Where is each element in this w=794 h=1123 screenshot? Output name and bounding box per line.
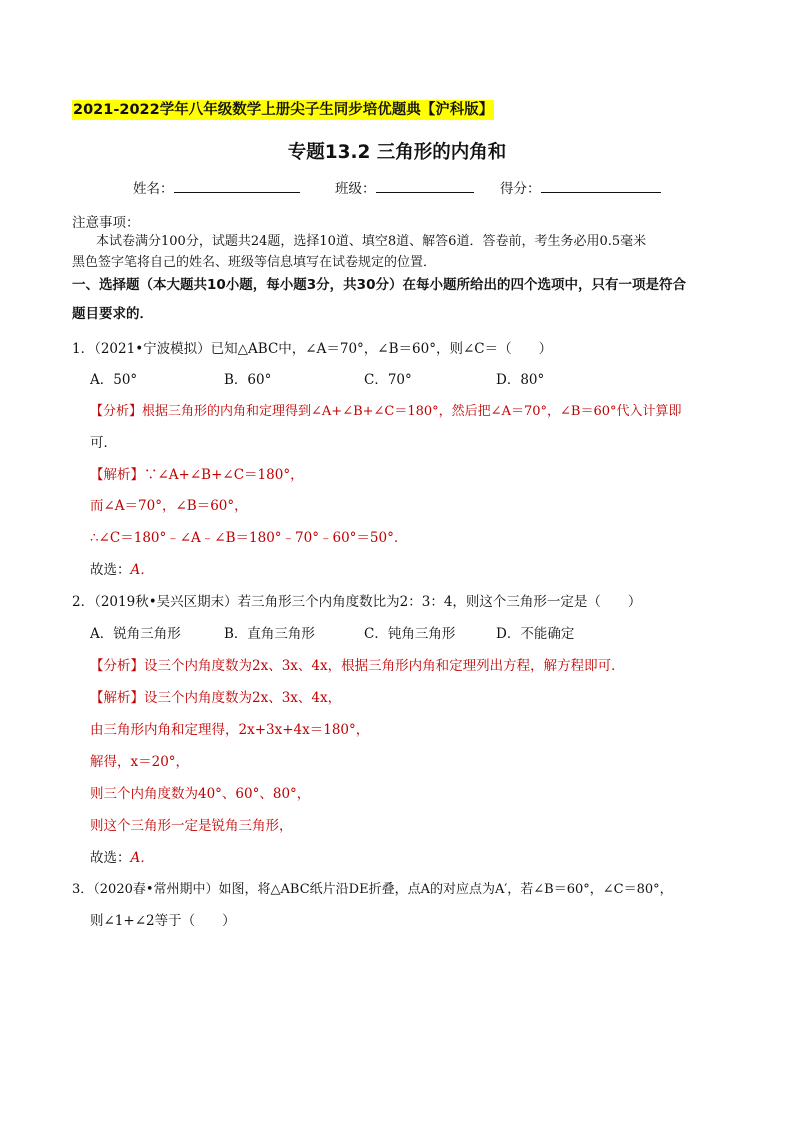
q2-sol2-text: 由三角形内角和定理得， (90, 722, 239, 738)
notes-line-2: 黑色签字笔将自己的姓名、班级等信息填写在试卷规定的位置． (72, 255, 437, 270)
q1-stem: 1．（2021•宁波模拟）已知△ABC中，∠A＝70°，∠B＝60°，则∠C＝（ ） (72, 341, 553, 357)
q2-solution-3 (90, 750, 189, 770)
score-label: 得分： (500, 181, 541, 197)
q1-option-d: D．80° (496, 372, 545, 388)
notes-heading: 注意事项： (72, 215, 140, 231)
q2-option-d: D．不能确定 (496, 626, 575, 642)
score-field[interactable] (500, 177, 661, 197)
q2-option-a: A．锐角三角形 (90, 626, 181, 642)
score-blank[interactable] (541, 179, 661, 193)
analysis-tag: 【分析】 (90, 404, 143, 419)
solution-tag: 【解析】 (90, 690, 144, 706)
q2-answer: A． (130, 850, 154, 866)
name-blank[interactable] (174, 179, 300, 193)
name-label: 姓名： (133, 181, 174, 197)
class-blank[interactable] (376, 179, 474, 193)
page-title: 专题13.2 三角形的内角和 (287, 142, 507, 163)
q2-sol4-formula: 40°、60°、80°， (198, 786, 311, 802)
q2-solution-text: 设三个内角度数为2x、3x、4x， (144, 690, 342, 706)
q2-solution-2 (90, 718, 369, 738)
q2-analysis (90, 654, 625, 674)
q1-option-c: C．70° (364, 372, 412, 388)
choose-label: 故选： (90, 850, 131, 866)
q1-analysis-cont: 可． (90, 435, 117, 451)
q2-solution-4 (90, 782, 310, 802)
q2-solution-5: 则这个三角形一定是锐角三角形， (90, 818, 293, 834)
q2-sol2-formula: 2x+3x+4x＝180°， (238, 722, 370, 738)
q2-solution-1 (90, 686, 341, 706)
q2-choose (90, 846, 154, 866)
section-1-line-2: 题目要求的． (72, 306, 153, 322)
q1-solution-2: 而∠A＝70°，∠B＝60°， (90, 498, 248, 514)
solution-tag: 【解析】 (90, 467, 144, 483)
q1-choose (90, 558, 154, 578)
q3-stem-1: 3．（2020春•常州期中）如图，将△ABC纸片沿DE折叠，点A的对应点为A′，若∠B＝60°，∠C＝80°， (72, 882, 673, 897)
q1-answer: A． (130, 562, 154, 578)
q1-option-a: A．50° (90, 372, 138, 388)
series-banner: 2021-2022学年八年级数学上册尖子生同步培优题典【沪科版】 (73, 102, 494, 118)
q1-analysis (90, 400, 682, 419)
q2-sol4-text: 则三个内角度数为 (90, 786, 198, 802)
q2-stem: 2．（2019秋•吴兴区期末）若三角形三个内角度数比为2：3：4，则这个三角形一定是（ ） (72, 594, 642, 610)
q2-sol3-formula: x＝20°， (130, 754, 190, 770)
q1-solution-3: ∴∠C＝180°﹣∠A﹣∠B＝180°﹣70°﹣60°＝50°． (90, 530, 408, 546)
q2-analysis-text: 设三个内角度数为2x、3x、4x，根据三角形内角和定理列出方程，解方程即可． (144, 658, 625, 674)
notes-line-1: 本试卷满分100分，试题共24题，选择10道、填空8道、解答6道．答卷前，考生务必用0.5毫米 (96, 234, 647, 249)
q1-option-b: B．60° (224, 372, 272, 388)
q1-solution-text: ∵∠A+∠B+∠C＝180°， (144, 467, 304, 483)
section-1-line-1: 一、选择题（本大题共10小题，每小题3分，共30分）在每小题所给出的四个选项中，只有一项是符合 (72, 277, 686, 293)
class-field[interactable] (335, 177, 474, 197)
q2-option-b: B．直角三角形 (224, 626, 315, 642)
analysis-tag: 【分析】 (90, 658, 144, 674)
q1-solution-1 (90, 463, 304, 483)
q3-stem-2: 则∠1+∠2等于（ ） (90, 913, 236, 929)
q1-analysis-text: 根据三角形的内角和定理得到∠A+∠B+∠C＝180°，然后把∠A＝70°，∠B＝60°代入计算即 (142, 404, 682, 419)
name-field[interactable] (133, 177, 300, 197)
q2-sol3-text: 解得， (90, 754, 131, 770)
class-label: 班级： (335, 181, 376, 197)
choose-label: 故选： (90, 562, 131, 578)
q2-option-c: C．钝角三角形 (364, 626, 456, 642)
